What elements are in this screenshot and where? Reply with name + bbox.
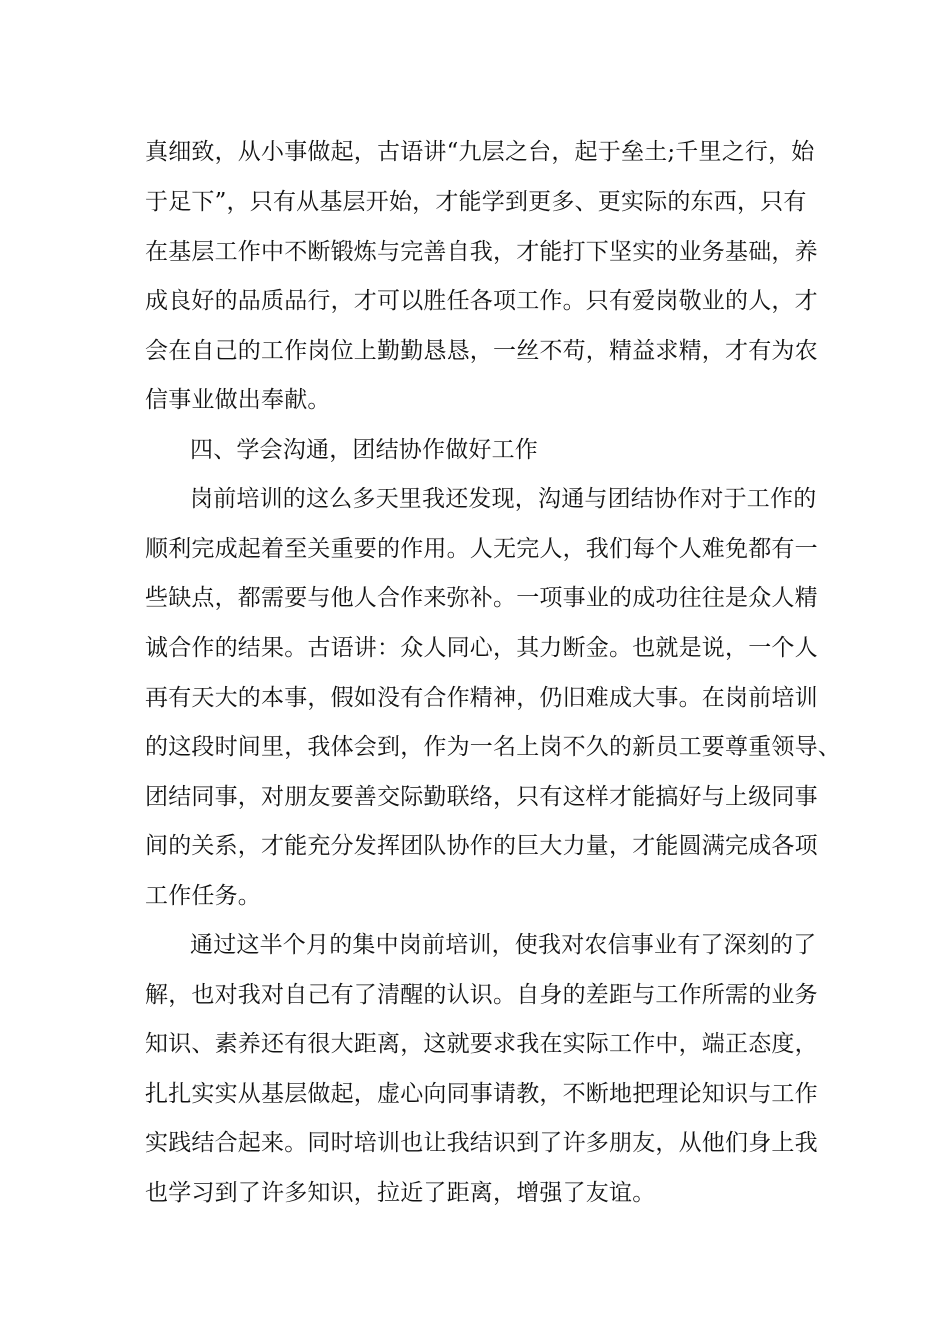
text-line: 扎扎实实从基层做起，虚心向同事请教，不断地把理论知识与工作 bbox=[145, 1081, 818, 1107]
text-line: 再有天大的本事，假如没有合作精神，仍旧难成大事。在岗前培训 bbox=[145, 685, 818, 711]
text-line: 诚合作的结果。古语讲：众人同心，其力断金。也就是说，一个人 bbox=[145, 635, 818, 661]
text-line: 间的关系，才能充分发挥团队协作的巨大力量，才能圆满完成各项 bbox=[145, 833, 818, 859]
text-line: 解，也对我对自己有了清醒的认识。自身的差距与工作所需的业务 bbox=[145, 982, 818, 1008]
text-line: 团结同事，对朋友要善交际勤联络，只有这样才能搞好与上级同事 bbox=[145, 784, 818, 810]
text-line: 于足下”，只有从基层开始，才能学到更多、更实际的东西，只有 bbox=[145, 189, 807, 215]
text-line: 会在自己的工作岗位上勤勤恳恳，一丝不苟，精益求精，才有为农 bbox=[145, 338, 818, 364]
text-line: 岗前培训的这么多天里我还发现，沟通与团结协作对于工作的 bbox=[190, 486, 817, 512]
text-line: 通过这半个月的集中岗前培训，使我对农信事业有了深刻的了 bbox=[190, 932, 817, 958]
text-line: 顺利完成起着至关重要的作用。人无完人，我们每个人难免都有一 bbox=[145, 536, 818, 562]
text-line: 真细致，从小事做起，古语讲“九层之台，起于垒土;千里之行，始 bbox=[145, 139, 815, 165]
text-line: 的这段时间里，我体会到，作为一名上岗不久的新员工要尊重领导、 bbox=[145, 734, 841, 760]
text-line: 在基层工作中不断锻炼与完善自我，才能打下坚实的业务基础，养 bbox=[145, 239, 818, 265]
text-line: 实践结合起来。同时培训也让我结识到了许多朋友，从他们身上我 bbox=[145, 1130, 818, 1156]
text-line: 工作任务。 bbox=[145, 883, 261, 909]
section-heading: 四、学会沟通，团结协作做好工作 bbox=[190, 437, 538, 463]
text-line: 信事业做出奉献。 bbox=[145, 387, 331, 413]
text-line: 成良好的品质品行，才可以胜任各项工作。只有爱岗敬业的人，才 bbox=[145, 288, 818, 314]
text-line: 知识、素养还有很大距离，这就要求我在实际工作中，端正态度， bbox=[145, 1031, 818, 1057]
text-line: 些缺点，都需要与他人合作来弥补。一项事业的成功往往是众人精 bbox=[145, 585, 818, 611]
text-line: 也学习到了许多知识，拉近了距离，增强了友谊。 bbox=[145, 1180, 656, 1206]
